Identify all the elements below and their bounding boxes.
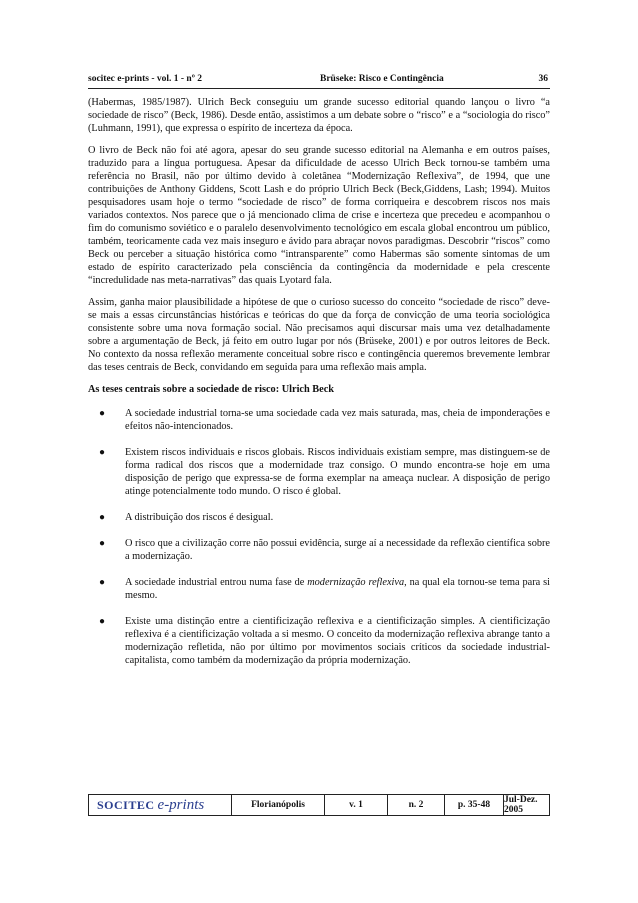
footer-city: Florianópolis [231, 795, 324, 815]
running-title: Brüseke: Risco e Contingência [320, 74, 444, 84]
theses-list [88, 407, 550, 667]
section-heading: As teses centrais sobre a sociedade de risco: Ulrich Beck [88, 384, 335, 395]
bullet-icon: ● [99, 577, 106, 588]
logo-text: SOCITEC [97, 797, 155, 812]
emphasis-term: modernização reflexiva [307, 577, 405, 588]
list-item [88, 615, 550, 667]
list-item-text: A distribuição dos riscos é desigual. [125, 512, 274, 523]
footer-date: Jul-Dez. 2005 [503, 795, 549, 815]
bullet-icon: ● [99, 538, 106, 549]
list-item-text: A sociedade industrial torna-se uma sociedade cada vez mais saturada, mas, cheia de imponderações e efeitos não-intencionados. [125, 408, 550, 432]
page-footer [88, 794, 550, 816]
paragraph: Assim, ganha maior plausibilidade a hipótese de que o curioso sucesso do conceito “sociedade de risco” deve-se mais a essas circunstâncias históricas e teóricas do que da força de convicção de uma teoria sociológica consistente sobre uma nova formação social. Não precisamos aqui discursar mais uma vez detalhadamente sobre a argumentação de Beck, já feito em outro lugar por nós (Brüseke, 2001) e por outros leitores de Beck. No contexto da nossa reflexão meramente conceitual sobre risco e contingência queremos brevemente lembrar das teses centrais de Beck, convidando em seguida para uma reflexão mais ampla. [88, 297, 550, 373]
list-item-text: Existe uma distinção entre a cientificização reflexiva e a cientificização simples. A cientificização reflexiva é a cientificização voltada a si mesmo. O conceito da modernização reflexiva abrange tanto a modernização refletida, não por último por movimentos sociais críticos da sociedade industrial-capitalista, como também da modernização da própria modernização. [125, 616, 550, 666]
list-item [88, 446, 550, 498]
paragraph: (Habermas, 1985/1987). Ulrich Beck conseguiu um grande sucesso editorial quando lançou o livro “a sociedade de risco” (Beck, 1986). Desde então, assistimos a um debate sobre o “risco” e a “sociologia do risco” (Luhmann, 1991), que expressa o espírito de incerteza da época. [88, 97, 550, 134]
journal-reference: socitec e-prints - vol. 1 - nº 2 [88, 74, 202, 84]
footer-volume: v. 1 [324, 795, 387, 815]
bullet-icon: ● [99, 408, 106, 419]
list-item-text-cont: , na qual ela tornou-se tema para si mesmo. [125, 577, 550, 601]
article-body [88, 96, 550, 680]
page-header [88, 72, 550, 88]
list-item-text: Existem riscos individuais e riscos globais. Riscos individuais existiam sempre, mas distinguem-se de forma radical dos riscos que a modernidade traz consigo. O mundo encontra-se hoje em uma disposição de perigo que expressa-se de forma exemplar na ameaça nuclear. A disposição de perigo atinge potencialmente todo mundo. O risco é global. [125, 447, 550, 497]
list-item-text: A sociedade industrial entrou numa fase de [125, 577, 308, 588]
socitec-logo [89, 795, 231, 815]
list-item-text: O risco que a civilização corre não possui evidência, surge aí a necessidade da reflexão científica sobre a modernização. [125, 538, 550, 562]
list-item [88, 407, 550, 433]
logo-text-italic: e-prints [157, 796, 205, 813]
bullet-icon: ● [99, 512, 106, 523]
page-number: 36 [538, 74, 548, 84]
bullet-icon: ● [99, 616, 106, 627]
paragraph: O livro de Beck não foi até agora, apesar do seu grande sucesso editorial na Alemanha e em outros países, traduzido para a língua portuguesa. Apesar da dificuldade de acesso Ulrich Beck tornou-se também uma referência no Brasil, não por último devido à coletânea “Modernização Reflexiva”, de 1994, que une contribuições de Anthony Giddens, Scott Lash e do próprio Ulrich Beck (Beck,Giddens, Lash; 1994). Muitos pesquisadores usam hoje o termo “sociedade de risco” de forma corriqueira e descobrem riscos nos mais variados contextos. Nos parece que o já mencionado clima de crise e incerteza que precedeu e acompanhou o fim do comunismo soviético e o paralelo desenvolvimento tecnológico em escala global encontrou um público, também, teoricamente cada vez mais inseguro e ávido para abraçar novos paradigmas. Descobrir “riscos” como Beck ou perceber a situação histórica como “intransparente” como Habermas são somente sintomas de um estado de espírito caracterizado pela consciência da contingência da modernidade e pela crescente “incredulidade nas meta-narrativas” das quais Lyotard fala. [88, 145, 550, 286]
bullet-icon: ● [99, 447, 106, 458]
footer-pages: p. 35-48 [444, 795, 503, 815]
header-divider [88, 88, 550, 89]
list-item [88, 511, 550, 524]
footer-number: n. 2 [387, 795, 444, 815]
list-item [88, 537, 550, 563]
list-item [88, 576, 550, 602]
